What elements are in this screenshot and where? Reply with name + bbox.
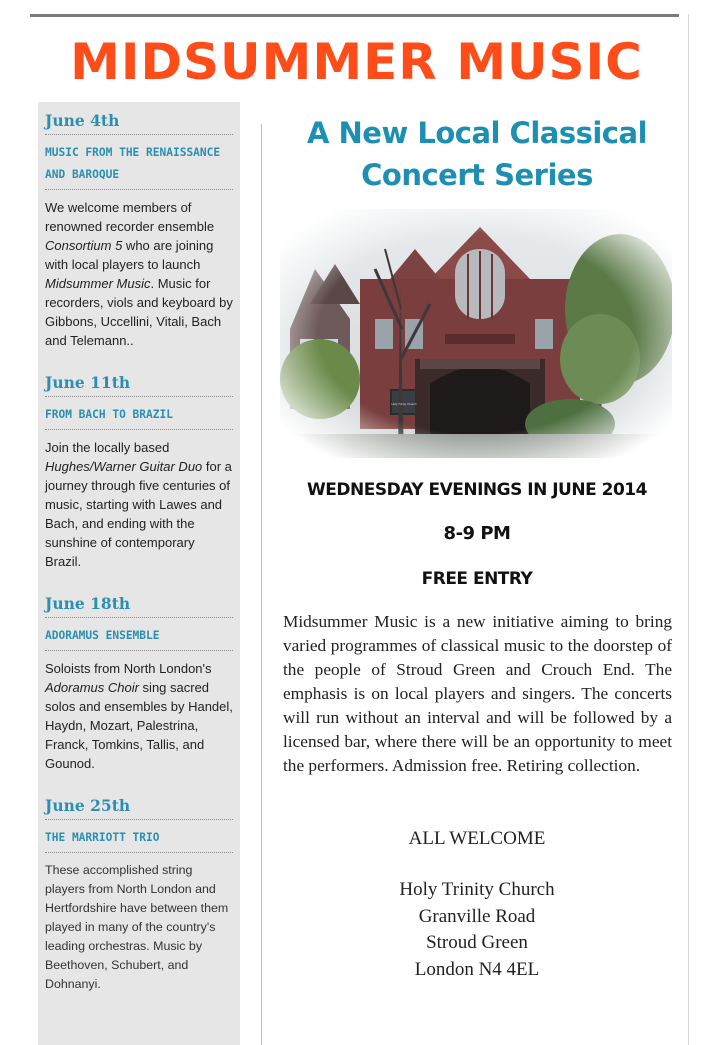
- event-description: [45, 659, 233, 773]
- address-line: London N4 4EL: [414, 958, 540, 980]
- entry-line: FREE ENTRY: [421, 569, 533, 589]
- description-text: These accomplished string players from North London and Hertfordshire have between them played in many of the country's leading orchestras. Music by Beethoven, Schubert, and Dohnanyi.: [45, 863, 229, 991]
- event-june-4: [45, 110, 233, 350]
- column-divider: [261, 124, 262, 1045]
- description-text: for a journey through five centuries of music, starting with Lawes and Bach, and ending with the sunshine of contemporary Brazil.: [45, 459, 232, 569]
- address-line: Granville Road: [418, 905, 536, 927]
- event-description: [45, 861, 233, 994]
- description-text: sing sacred solos and ensembles by Handel, Haydn, Mozart, Palestrina, Franck, Tomkins, Tallis, and Gounod.: [45, 680, 233, 771]
- description-text: We welcome members of renowned recorder ensemble: [45, 200, 215, 234]
- description-text: Join the locally based: [45, 440, 170, 455]
- page-title: MIDSUMMER MUSIC: [70, 33, 643, 91]
- event-june-25: [45, 795, 233, 994]
- photo-sign-text: Holy Trinity Church: [391, 402, 417, 406]
- event-june-18: [45, 593, 233, 773]
- address-line: Stroud Green: [426, 932, 528, 953]
- event-description: [45, 198, 233, 350]
- address-line: Holy Trinity Church: [399, 879, 555, 900]
- event-date: June 4th: [45, 110, 233, 135]
- emphasis-text: Hughes/Warner Guitar Duo: [45, 459, 203, 474]
- event-date: June 25th: [45, 795, 233, 820]
- right-border: [688, 14, 689, 1045]
- time-line: 8-9 PM: [443, 523, 511, 544]
- event-title: ADORAMUS ENSEMBLE: [45, 625, 233, 651]
- event-date: June 11th: [45, 372, 233, 397]
- body-paragraph: Midsummer Music is a new initiative aiming to bring varied programmes of classical music to the doorstep of the people of Stroud Green and Crouch End. The emphasis is on local players and singers. The concerts will run without an interval and will be followed by a licensed bar, where there will be an opportunity to meet the performers. Admission free. Retiring collection.: [283, 612, 672, 775]
- headline-line-2: Concert Series: [361, 158, 593, 192]
- event-june-11: [45, 372, 233, 571]
- description-text: Soloists from North London's: [45, 661, 212, 676]
- description-text: . Music for recorders, viols and keyboard by Gibbons, Uccellini, Vitali, Bach and Telemann..: [45, 276, 233, 348]
- schedule-line: WEDNESDAY EVENINGS IN JUNE 2014: [307, 480, 647, 500]
- event-title: FROM BACH TO BRAZIL: [45, 404, 233, 430]
- event-title: MUSIC FROM THE RENAISSANCE AND BAROQUE: [45, 142, 233, 190]
- event-date: June 18th: [45, 593, 233, 618]
- event-description: [45, 438, 233, 571]
- emphasis-text: Consortium 5: [45, 238, 123, 253]
- emphasis-text: Midsummer Music: [45, 276, 151, 291]
- emphasis-text: Adoramus Choir: [45, 680, 139, 695]
- description-text: who are joining with local players to launch: [45, 238, 214, 272]
- venue-address: [282, 877, 672, 983]
- church-photo: [280, 209, 672, 458]
- headline-line-1: A New Local Classical: [306, 116, 648, 150]
- event-title: THE MARRIOTT TRIO: [45, 827, 233, 853]
- headline: [282, 112, 672, 196]
- top-rule: [30, 14, 679, 17]
- all-welcome: ALL WELCOME: [408, 828, 546, 849]
